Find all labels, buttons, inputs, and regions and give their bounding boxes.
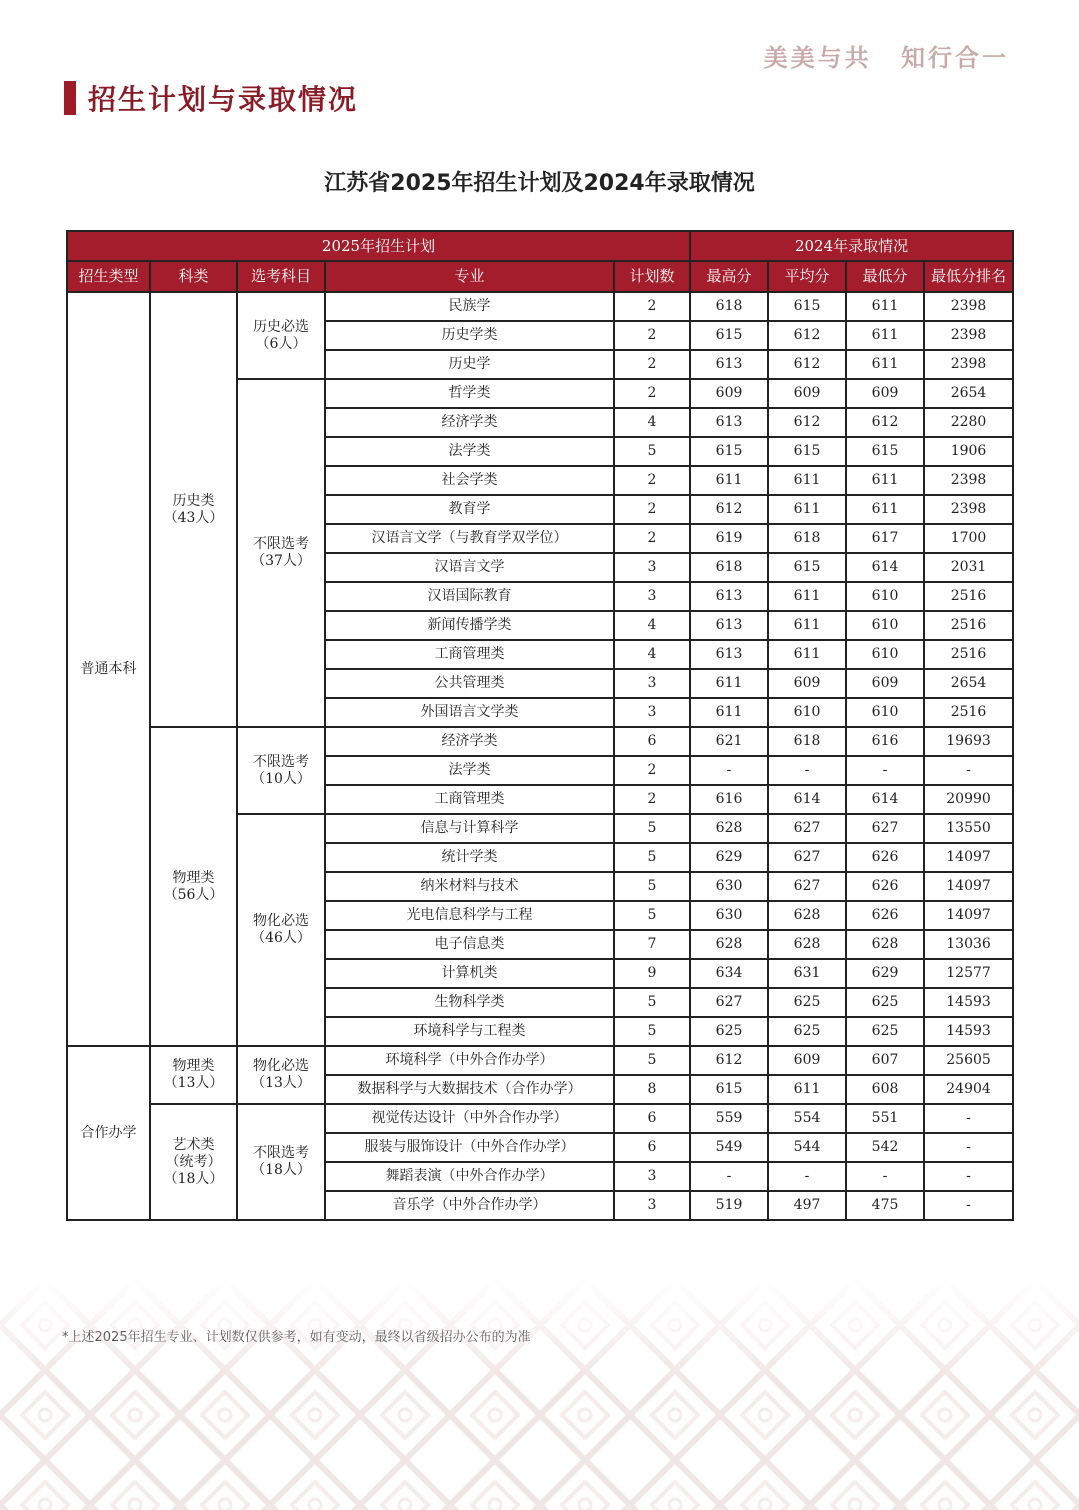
major-cell: 汉语言文学（与教育学双学位） [325, 524, 614, 553]
min-cell: 615 [846, 437, 924, 466]
major-cell: 教育学 [325, 495, 614, 524]
rank-cell: 13550 [924, 814, 1013, 843]
plan-cell: 5 [614, 814, 690, 843]
rank-cell: - [924, 1191, 1013, 1220]
max-cell: 619 [690, 524, 768, 553]
plan-cell: 3 [614, 582, 690, 611]
max-cell: 612 [690, 495, 768, 524]
max-cell: 609 [690, 379, 768, 408]
column-header: 招生类型 [67, 261, 150, 292]
max-cell: 612 [690, 1046, 768, 1075]
max-cell: 611 [690, 669, 768, 698]
max-cell: 618 [690, 553, 768, 582]
min-cell: 627 [846, 814, 924, 843]
plan-cell: 3 [614, 1191, 690, 1220]
min-cell: 628 [846, 930, 924, 959]
rank-cell: 14097 [924, 872, 1013, 901]
major-cell: 电子信息类 [325, 930, 614, 959]
major-cell: 外国语言文学类 [325, 698, 614, 727]
major-cell: 视觉传达设计（中外合作办学） [325, 1104, 614, 1133]
rank-cell: 2398 [924, 321, 1013, 350]
section-title [64, 78, 358, 118]
min-cell: 611 [846, 321, 924, 350]
max-cell: 630 [690, 901, 768, 930]
avg-cell: 609 [768, 379, 846, 408]
admission-table [66, 230, 1014, 1221]
group-header-plan: 2025年招生计划 [67, 231, 690, 261]
plan-cell: 3 [614, 1162, 690, 1191]
major-cell: 历史学类 [325, 321, 614, 350]
avg-cell: 627 [768, 814, 846, 843]
column-header: 最低分排名 [924, 261, 1013, 292]
column-header: 最低分 [846, 261, 924, 292]
plan-cell: 5 [614, 901, 690, 930]
major-cell: 哲学类 [325, 379, 614, 408]
admission-type-cell: 合作办学 [67, 1046, 150, 1220]
plan-cell: 4 [614, 640, 690, 669]
plan-cell: 5 [614, 843, 690, 872]
plan-cell: 8 [614, 1075, 690, 1104]
max-cell: 625 [690, 1017, 768, 1046]
major-cell: 法学类 [325, 756, 614, 785]
max-cell: 630 [690, 872, 768, 901]
rank-cell: 20990 [924, 785, 1013, 814]
major-cell: 信息与计算科学 [325, 814, 614, 843]
category-cell: 历史类 （43人） [150, 292, 237, 727]
major-cell: 计算机类 [325, 959, 614, 988]
avg-cell: - [768, 1162, 846, 1191]
max-cell: 613 [690, 350, 768, 379]
plan-cell: 7 [614, 930, 690, 959]
column-header: 专业 [325, 261, 614, 292]
max-cell: 549 [690, 1133, 768, 1162]
min-cell: 612 [846, 408, 924, 437]
min-cell: 610 [846, 698, 924, 727]
subject-cell: 物化必选 （13人） [237, 1046, 325, 1104]
major-cell: 舞蹈表演（中外合作办学） [325, 1162, 614, 1191]
max-cell: 613 [690, 611, 768, 640]
avg-cell: 609 [768, 669, 846, 698]
plan-cell: 2 [614, 785, 690, 814]
min-cell: 551 [846, 1104, 924, 1133]
min-cell: 610 [846, 582, 924, 611]
plan-cell: 5 [614, 872, 690, 901]
footnote: *上述2025年招生专业、计划数仅供参考，如有变动，最终以省级招办公布的为准 [62, 1330, 531, 1345]
major-cell: 服装与服饰设计（中外合作办学） [325, 1133, 614, 1162]
rank-cell: 13036 [924, 930, 1013, 959]
major-cell: 环境科学（中外合作办学） [325, 1046, 614, 1075]
rank-cell: 14593 [924, 988, 1013, 1017]
avg-cell: 614 [768, 785, 846, 814]
decorative-lattice-pattern [0, 1280, 1079, 1510]
avg-cell: 618 [768, 727, 846, 756]
min-cell: 611 [846, 466, 924, 495]
table-row [67, 292, 1013, 321]
table-row [67, 1046, 1013, 1075]
min-cell: 542 [846, 1133, 924, 1162]
subject-cell: 不限选考 （18人） [237, 1104, 325, 1220]
rank-cell: 2516 [924, 698, 1013, 727]
avg-cell: 611 [768, 611, 846, 640]
avg-cell: 615 [768, 437, 846, 466]
min-cell: - [846, 756, 924, 785]
rank-cell: 14593 [924, 1017, 1013, 1046]
avg-cell: 612 [768, 350, 846, 379]
avg-cell: 631 [768, 959, 846, 988]
plan-cell: 2 [614, 379, 690, 408]
avg-cell: 628 [768, 901, 846, 930]
max-cell: 628 [690, 930, 768, 959]
admission-type-cell: 普通本科 [67, 292, 150, 1046]
max-cell: 627 [690, 988, 768, 1017]
min-cell: 626 [846, 843, 924, 872]
rank-cell: 2654 [924, 669, 1013, 698]
avg-cell: 618 [768, 524, 846, 553]
plan-cell: 2 [614, 495, 690, 524]
major-cell: 社会学类 [325, 466, 614, 495]
plan-cell: 3 [614, 669, 690, 698]
max-cell: - [690, 756, 768, 785]
major-cell: 工商管理类 [325, 640, 614, 669]
major-cell: 新闻传播学类 [325, 611, 614, 640]
plan-cell: 5 [614, 988, 690, 1017]
column-header: 选考科目 [237, 261, 325, 292]
category-cell: 物理类 （13人） [150, 1046, 237, 1104]
rank-cell: 12577 [924, 959, 1013, 988]
rank-cell: - [924, 1162, 1013, 1191]
rank-cell: 2398 [924, 292, 1013, 321]
min-cell: 629 [846, 959, 924, 988]
major-cell: 历史学 [325, 350, 614, 379]
section-title-text: 招生计划与录取情况 [88, 83, 359, 116]
subject-cell: 不限选考 （37人） [237, 379, 325, 727]
min-cell: 610 [846, 640, 924, 669]
column-header: 最高分 [690, 261, 768, 292]
avg-cell: 612 [768, 321, 846, 350]
avg-cell: 611 [768, 582, 846, 611]
avg-cell: 625 [768, 988, 846, 1017]
rank-cell: 1700 [924, 524, 1013, 553]
rank-cell: 14097 [924, 901, 1013, 930]
min-cell: 611 [846, 350, 924, 379]
subject-cell: 不限选考 （10人） [237, 727, 325, 814]
max-cell: 613 [690, 640, 768, 669]
max-cell: 634 [690, 959, 768, 988]
max-cell: 629 [690, 843, 768, 872]
min-cell: 609 [846, 669, 924, 698]
max-cell: 615 [690, 1075, 768, 1104]
avg-cell: 610 [768, 698, 846, 727]
plan-cell: 2 [614, 756, 690, 785]
rank-cell: 2516 [924, 640, 1013, 669]
avg-cell: 497 [768, 1191, 846, 1220]
max-cell: 611 [690, 466, 768, 495]
major-cell: 法学类 [325, 437, 614, 466]
max-cell: 559 [690, 1104, 768, 1133]
plan-cell: 2 [614, 292, 690, 321]
rank-cell: - [924, 1104, 1013, 1133]
major-cell: 生物科学类 [325, 988, 614, 1017]
category-cell: 艺术类 （统考） （18人） [150, 1104, 237, 1220]
rank-cell: 14097 [924, 843, 1013, 872]
avg-cell: 628 [768, 930, 846, 959]
min-cell: 608 [846, 1075, 924, 1104]
plan-cell: 3 [614, 553, 690, 582]
major-cell: 民族学 [325, 292, 614, 321]
plan-cell: 2 [614, 524, 690, 553]
max-cell: 615 [690, 321, 768, 350]
avg-cell: 611 [768, 495, 846, 524]
rank-cell: 2398 [924, 466, 1013, 495]
avg-cell: 615 [768, 292, 846, 321]
max-cell: 628 [690, 814, 768, 843]
avg-cell: 611 [768, 466, 846, 495]
plan-cell: 6 [614, 727, 690, 756]
major-cell: 统计学类 [325, 843, 614, 872]
document-title: 江苏省2025年招生计划及2024年录取情况 [324, 171, 755, 196]
plan-cell: 3 [614, 698, 690, 727]
min-cell: 475 [846, 1191, 924, 1220]
max-cell: 615 [690, 437, 768, 466]
min-cell: 610 [846, 611, 924, 640]
major-cell: 经济学类 [325, 727, 614, 756]
plan-cell: 5 [614, 1017, 690, 1046]
max-cell: 519 [690, 1191, 768, 1220]
section-title-bar [64, 81, 76, 115]
plan-cell: 2 [614, 321, 690, 350]
avg-cell: 609 [768, 1046, 846, 1075]
plan-cell: 5 [614, 437, 690, 466]
major-cell: 经济学类 [325, 408, 614, 437]
major-cell: 纳米材料与技术 [325, 872, 614, 901]
avg-cell: 612 [768, 408, 846, 437]
column-header: 科类 [150, 261, 237, 292]
major-cell: 工商管理类 [325, 785, 614, 814]
rank-cell: - [924, 756, 1013, 785]
avg-cell: - [768, 756, 846, 785]
min-cell: - [846, 1162, 924, 1191]
rank-cell: - [924, 1133, 1013, 1162]
plan-cell: 4 [614, 408, 690, 437]
header-motto: 美美与共 知行合一 [763, 43, 1009, 72]
rank-cell: 24904 [924, 1075, 1013, 1104]
major-cell: 公共管理类 [325, 669, 614, 698]
rank-cell: 2516 [924, 611, 1013, 640]
avg-cell: 625 [768, 1017, 846, 1046]
rank-cell: 2654 [924, 379, 1013, 408]
major-cell: 汉语国际教育 [325, 582, 614, 611]
avg-cell: 611 [768, 1075, 846, 1104]
rank-cell: 2398 [924, 495, 1013, 524]
rank-cell: 19693 [924, 727, 1013, 756]
plan-cell: 6 [614, 1104, 690, 1133]
plan-cell: 9 [614, 959, 690, 988]
min-cell: 607 [846, 1046, 924, 1075]
subject-cell: 历史必选 （6人） [237, 292, 325, 379]
min-cell: 611 [846, 292, 924, 321]
avg-cell: 627 [768, 872, 846, 901]
max-cell: 616 [690, 785, 768, 814]
min-cell: 625 [846, 988, 924, 1017]
max-cell: 621 [690, 727, 768, 756]
avg-cell: 627 [768, 843, 846, 872]
plan-cell: 4 [614, 611, 690, 640]
major-cell: 数据科学与大数据技术（合作办学） [325, 1075, 614, 1104]
avg-cell: 544 [768, 1133, 846, 1162]
min-cell: 611 [846, 495, 924, 524]
plan-cell: 5 [614, 1046, 690, 1075]
min-cell: 614 [846, 553, 924, 582]
major-cell: 汉语言文学 [325, 553, 614, 582]
max-cell: 618 [690, 292, 768, 321]
column-header: 平均分 [768, 261, 846, 292]
rank-cell: 2280 [924, 408, 1013, 437]
rank-cell: 2398 [924, 350, 1013, 379]
plan-cell: 2 [614, 350, 690, 379]
plan-cell: 2 [614, 466, 690, 495]
group-header-admission: 2024年录取情况 [690, 231, 1013, 261]
max-cell: 613 [690, 582, 768, 611]
min-cell: 626 [846, 901, 924, 930]
min-cell: 609 [846, 379, 924, 408]
rank-cell: 1906 [924, 437, 1013, 466]
max-cell: 613 [690, 408, 768, 437]
rank-cell: 2031 [924, 553, 1013, 582]
category-cell: 物理类 （56人） [150, 727, 237, 1046]
major-cell: 音乐学（中外合作办学） [325, 1191, 614, 1220]
subject-cell: 物化必选 （46人） [237, 814, 325, 1046]
rank-cell: 25605 [924, 1046, 1013, 1075]
avg-cell: 615 [768, 553, 846, 582]
min-cell: 626 [846, 872, 924, 901]
min-cell: 616 [846, 727, 924, 756]
major-cell: 光电信息科学与工程 [325, 901, 614, 930]
plan-cell: 6 [614, 1133, 690, 1162]
min-cell: 617 [846, 524, 924, 553]
max-cell: - [690, 1162, 768, 1191]
rank-cell: 2516 [924, 582, 1013, 611]
min-cell: 625 [846, 1017, 924, 1046]
min-cell: 614 [846, 785, 924, 814]
table-row [67, 727, 1013, 756]
max-cell: 611 [690, 698, 768, 727]
table-row [67, 1104, 1013, 1133]
column-header: 计划数 [614, 261, 690, 292]
avg-cell: 611 [768, 640, 846, 669]
avg-cell: 554 [768, 1104, 846, 1133]
major-cell: 环境科学与工程类 [325, 1017, 614, 1046]
